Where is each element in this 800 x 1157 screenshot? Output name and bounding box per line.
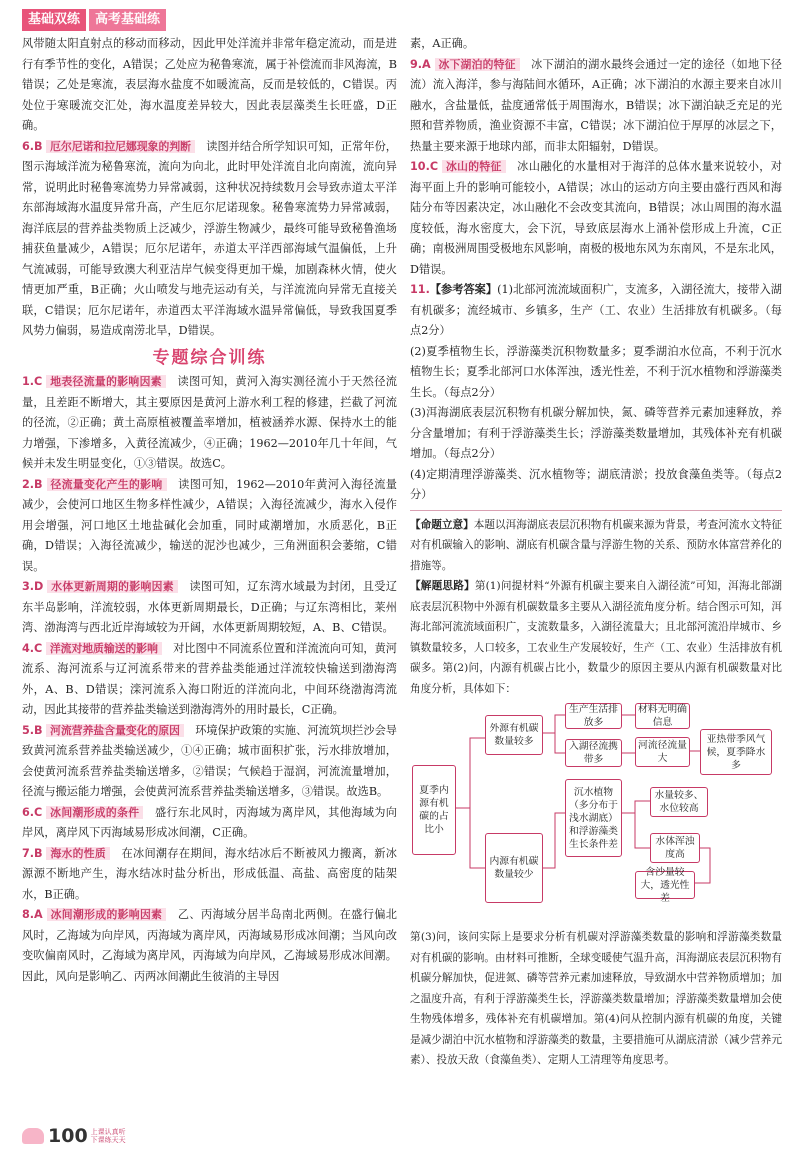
mingti-note: 【命题立意】本题以洱海湖底表层沉积物有机碳来源为背景，考查河流水文特征对有机碳输入的影响、湖底有机碳含量与浮游生物的关系、预防水体富营养化的措施等。 [410,518,783,572]
answer-11: 11.【参考答案】(1)北部河流流域面积广，支流多，入湖径流大，接带入湖有机碳多；流经城市、乡镇多，生产（工、农业）生活排放有机碳多。（每点2分） [410,283,782,337]
topic-badge: 地表径流量的影响因素 [46,375,166,388]
diagram-l2: 水量较多、水位较高 [650,787,708,817]
diagram-u2: 入湖径流携带多 [565,739,622,767]
diagram-u1: 生产生活排放多 [565,703,622,729]
right-column [410,34,782,1071]
topic-badge: 冰间潮形成的影响因素 [47,908,167,921]
topic-badge: 水体更新周期的影响因素 [47,580,178,593]
left-intro: 风带随太阳直射点的移动而移动，因此甲处洋流并非常年稳定流动，而是进行有季节性的变化，A错误；乙处应为秘鲁寒流，属于补偿流而非风海流，B错误；乙处是寒流，表层海水盐度不如暖流高，反而是较低的，C错误。丙处位于寒暖流交汇处，海水温度差异较大，因此表层藻类生长旺盛，D正确。 [22,37,397,132]
answer-11-3: (3)洱海湖底表层沉积物有机碳分解加快，氮、磷等营养元素加速释放，养分含量增加；有利于浮游藻类生长；浮游藻类数量增加，其残体补充有机碳增加。（每点2分） [410,406,782,460]
book-icon [22,1128,44,1144]
topic-badge: 冰山的特征 [442,160,506,173]
divider [410,510,782,511]
topic-badge: 海水的性质 [46,847,110,860]
topic-badge: 厄尔尼诺和拉尼娜现象的判断 [46,140,195,153]
answer-2: 2.B 径流量变化产生的影响 读图可知，1962—2010年黄河入海径流量减少，会使河口地区生物多样性减少，A错误；入海径流减少，海水入侵作用会增强，河口地区土地盐碱化会加重，同时咸潮增加，水质恶化，B正确，D错误；入海径流减少，输送的泥沙也减少，三角洲面积会萎缩，C错误。 [22,477,397,573]
answer-9: 9.A 冰下湖泊的特征 冰下湖泊的湖水最终会通过一定的途径（如地下径流）流入海洋，参与海陆间水循环，A正确；冰下湖泊的水源主要来自冰川融水，含盐量低，盐度通常低于周围海水，B错误；冰下湖泊缺乏充足的光照和营养物质，渔业资源不丰富，C错误；冰下湖泊位于厚厚的冰层之下，热量主要来源于地球内部，而非太阳辐射，D错误。 [410,57,782,153]
diagram-u5: 亚热带季风气候，夏季降水多 [700,729,772,775]
diagram-upper: 外源有机碳数量较多 [485,715,543,755]
diagram-u4: 河流径流量大 [635,737,690,767]
diagram-l4: 含沙量较大，透光性差 [635,871,695,899]
section-title: 专题综合训练 [152,347,267,368]
diagram-l3: 水体浑浊度高 [650,833,700,863]
topic-badge: 河流营养盐含量变化的原因 [46,724,184,737]
diagram-l1: 沉水植物（多分布于浅水湖底）和浮游藻类生长条件差 [565,779,622,857]
jieti-note: 【解题思路】第(1)问提材料“外源有机碳主要来自入湖径流”可知，洱海北部湖底表层沉积物中外源有机碳数量多主要从入湖径流角度分析。结合图示可知，洱海北部河流流域面积广，支流数量多，入湖径流量大；且北部河流沿岸城市、乡镇数量较多，人口较多，工农业生产发展较好，生产（工、农业）生活排放有机碳多。第(2)问，内源有机碳占比小，数量少的原因主要从内源有机碳数量对比角度分析，具体如下： [410,580,782,695]
page-header [22,8,166,32]
answer-11-2: (2)夏季植物生长，浮游藻类沉积物数量多；夏季湖泊水位高，不利于沉水植物生长；夏季北部河口水体浑浊，透光性差，不利于沉水植物和浮游藻类生长。（每点2分） [410,344,782,399]
diagram-lower: 内源有机碳数量较少 [485,833,543,903]
answer-4: 4.C 洋流对地质输送的影响 对比图中不同流系位置和洋流流向可知，黄河流系、海河流系与辽河流系带来的营养盐类能通过洋流较快输送到渤海湾外，A、B、D错误；滦河流系入海口附近的洋流向北，中间环绕渤海湾流动，因此其接带的营养盐类输送到渤海湾外的用时最长，C正确。 [22,641,397,716]
answer-5: 5.B 河流营养盐含量变化的原因 环境保护政策的实施、河流筑坝拦沙会导致黄河流系营养盐类输送减少，①④正确；城市面积扩张，污水排放增加，会使黄河流系营养盐类输送增多，②错误；气候趋于湿润，河流流量增加，径流与搬运能力增强，会使黄河流系营养盐类输送增多，③错误。故选B。 [22,723,397,798]
topic-badge: 冰下湖泊的特征 [435,58,520,71]
answer-7: 7.B 海水的性质 在冰间潮存在期间，海水结冰后不断被风力搬离，新冰源源不断地产生，海水结冰时盐分析出，形成低温、高盐、高密度的陆架水，B正确。 [22,846,397,901]
footer-slogan: 上课认真听 下课练天天 [90,1128,126,1144]
answer-1: 1.C 地表径流量的影响因素 读图可知，黄河入海实测径流小于天然径流量，且差距不断增大，其主要原因是黄河上游水利工程的修建，拦截了河流的径流，②正确；黄土高原植被覆盖率增加，植被涵养水源、保持水土的能力增强，下渗增多，入黄径流减少，④正确；1962—2010年几十年间，气候并未发生明显变化，①③错误。故选C。 [22,375,397,470]
answer-6: 6.C 冰间潮形成的条件 盛行东北风时，丙海域为离岸风，其他海域为向岸风，离岸风下丙海域易形成冰间潮，C正确。 [22,805,397,839]
answer-11-4: (4)定期清理浮游藻类、沉水植物等；湖底清淤；投放食藻鱼类等。（每点2分） [410,467,782,501]
topic-badge: 洋流对地质输送的影响 [46,642,162,655]
page-number: 100 [48,1125,88,1147]
answer-8: 8.A 冰间潮形成的影响因素 乙、丙海域分居半岛南北两侧。在盛行偏北风时，乙海域为向岸风，丙海域为离岸风，丙海域易形成冰间潮；当风向改变吹偏南风时，乙海域为离岸风，丙海域为向岸风，乙海域易形成冰间潮。因此，风向是影响乙、丙两冰间潮此生彼消的主导因 [22,908,397,983]
diagram-root: 夏季内源有机碳的占比小 [412,765,456,855]
right-intro: 素，A正确。 [410,37,475,50]
answer-3: 3.D 水体更新周期的影响因素 读图可知，辽东湾水域最为封闭，且受辽东半岛影响，洋流较弱，水体更新周期最长，D正确；与辽东湾相比，莱州湾、渤海湾与西北近岸海域较为开阔，水体更新周期较短，A、B、C错误。 [22,580,397,634]
answer-10: 10.C 冰山的特征 冰山融化的水量相对于海洋的总体水量来说较小，对海平面上升的影响可能较小，A错误；冰山的运动方向主要由盛行西风和海陆分布等因素决定，冰山融化不会改变其流向，B错误；冰山周围的海水温度较低，海水密度大，会下沉，导致底层海水上涌补偿形成上升流，C正确；南极洲周围受极地东风影响，南极的极地东风为东南风，不是东北风，D错误。 [410,160,782,276]
topic-badge: 径流量变化产生的影响 [47,478,167,491]
page-footer [22,1125,126,1147]
header-tag-basic: 基础双练 [22,9,86,31]
header-tag-exam: 高考基础练 [89,9,166,31]
left-column [22,34,397,987]
analysis-diagram [410,703,782,923]
answer-6-elnino: 6.B 厄尔尼诺和拉尼娜现象的判断 读图并结合所学知识可知，正常年份，图示海域洋流为秘鲁寒流，流向为向北，此时甲处洋流自北向南流，流向异常，说明此时秘鲁寒流势力异常减弱，这种状况持续数月会导致赤道太平洋东部海域海水温度异常升高，产生厄尔尼诺现象。秘鲁寒流势力异常减弱，海洋底层的营养盐类物质上泛减少，浮游生物减少，最终可能导致秘鲁渔场捕获鱼量减少，A错误；厄尔尼诺年，赤道太平洋西部海域气温偏低，上升气流减弱，可能导致澳大利亚洁岸气候变得更加干燥，加剧森林火情，使火情更加严重，B正确；火山喷发与地壳运动有关，与洋流流向异常无直接关联，C错误；厄尔尼诺年，赤道西太平洋海域水温异常偏低，导致我国夏季风势力偏弱，易造成南涝北旱，D错误。 [22,139,397,337]
diagram-u3: 材料无明确信息 [635,703,690,729]
analysis-tail: 第(3)问，该问实际上是要求分析有机碳对浮游藻类数量的影响和浮游藻类数量对有机碳的影响。由材料可推断，全球变暖使气温升高，洱海湖底表层沉积物有机碳分解加快，促进氮、磷等营养元素加速释放，导致湖水中营养物质增加；加之温度升高，有利于浮游藻类生长，浮游藻类数量增加；浮游藻类数量增加会使生物残体增多，残体补充有机碳增加。第(4)问从控制内源有机碳的角度，关键是减少湖泊中沉水植物和浮游藻类的数量，主要措施可从湖底清淤（减少营养元素）、投放天敌（食藻鱼类）、定期人工清理等角度思考。 [410,931,782,1066]
topic-badge: 冰间潮形成的条件 [46,806,143,819]
